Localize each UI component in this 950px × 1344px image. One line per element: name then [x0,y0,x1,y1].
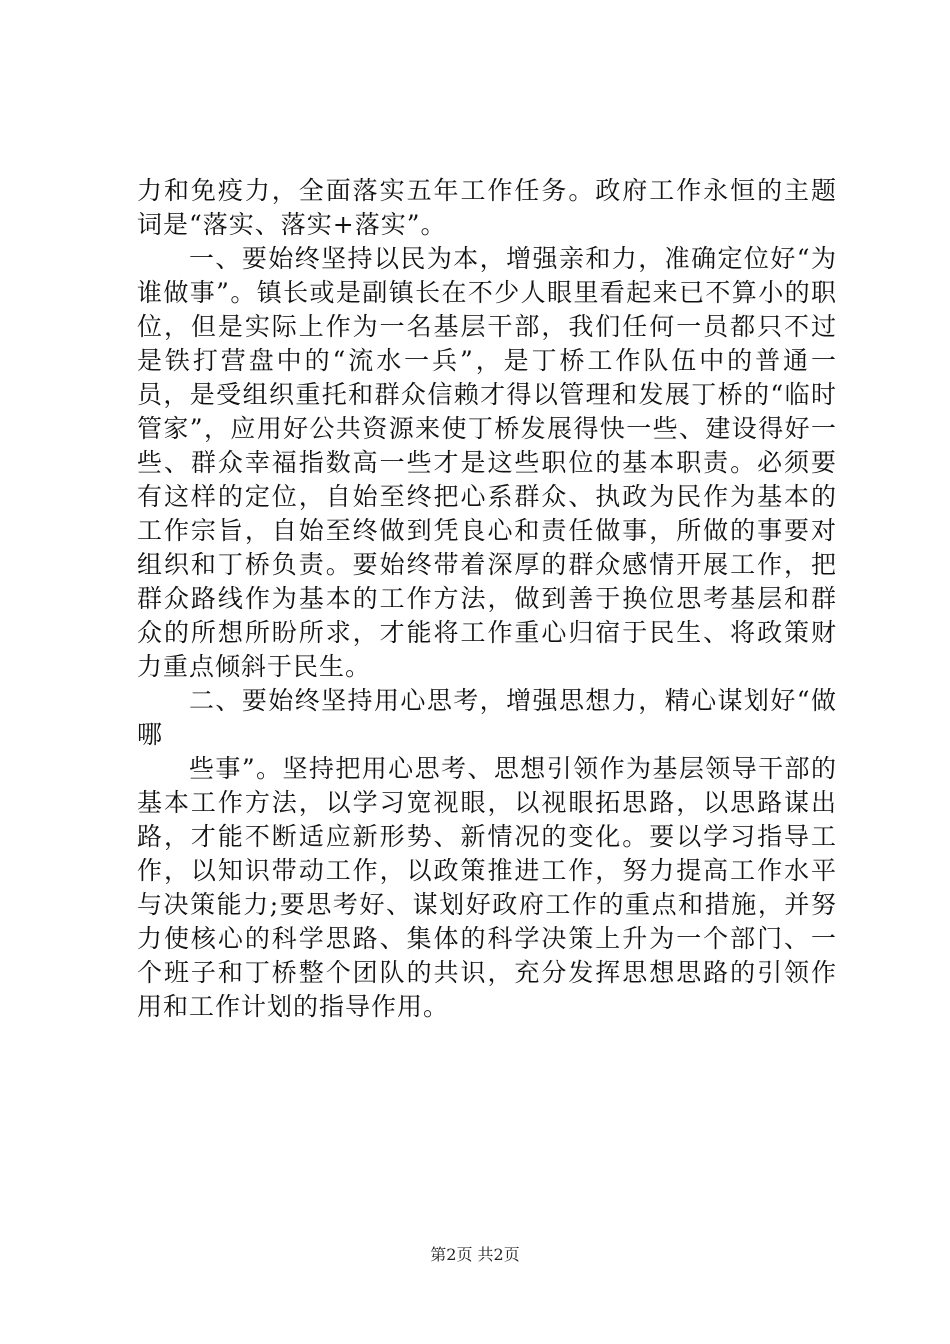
paragraph-intro: 力和免疫力，全面落实五年工作任务。政府工作永恒的主题词是“落实、落实+落实”。 [137,176,837,239]
page-footer: 第2页 共2页 [430,1245,520,1264]
document-body [137,174,837,1024]
paragraph-section-two-body: 些事”。坚持把用心思考、思想引领作为基层领导干部的基本工作方法，以学习宽视眼，以视眼拓思路，以思路谋出路，才能不断适应新形势、新情况的变化。要以学习指导工作，以知识带动工作，以政策推进工作，努力提高工作水平与决策能力;要思考好、谋划好政府工作的重点和措施，并努力使核心的科学思路、集体的科学决策上升为一个部门、一个班子和丁桥整个团队的共识，充分发挥思想思路的引领作用和工作计划的指导作用。 [137,754,837,1021]
paragraph-section-two-heading: 二、要始终坚持用心思考，增强思想力，精心谋划好“做哪 [137,686,837,749]
paragraph-section-one: 一、要始终坚持以民为本，增强亲和力，准确定位好“为谁做事”。镇长或是副镇长在不少人眼里看起来已不算小的职位，但是实际上作为一名基层干部，我们任何一员都只不过是铁打营盘中的“流水一兵”，是丁桥工作队伍中的普通一员，是受组织重托和群众信赖才得以管理和发展丁桥的“临时管家”，应用好公共资源来使丁桥发展得快一些、建设得好一些、群众幸福指数高一些才是这些职位的基本职责。必须要有这样的定位，自始至终把心系群众、执政为民作为基本的工作宗旨，自始至终做到凭良心和责任做事，所做的事要对组织和丁桥负责。要始终带着深厚的群众感情开展工作，把群众路线作为基本的工作方法，做到善于换位思考基层和群众的所想所盼所求，才能将工作重心归宿于民生、将政策财力重点倾斜于民生。 [137,244,837,681]
